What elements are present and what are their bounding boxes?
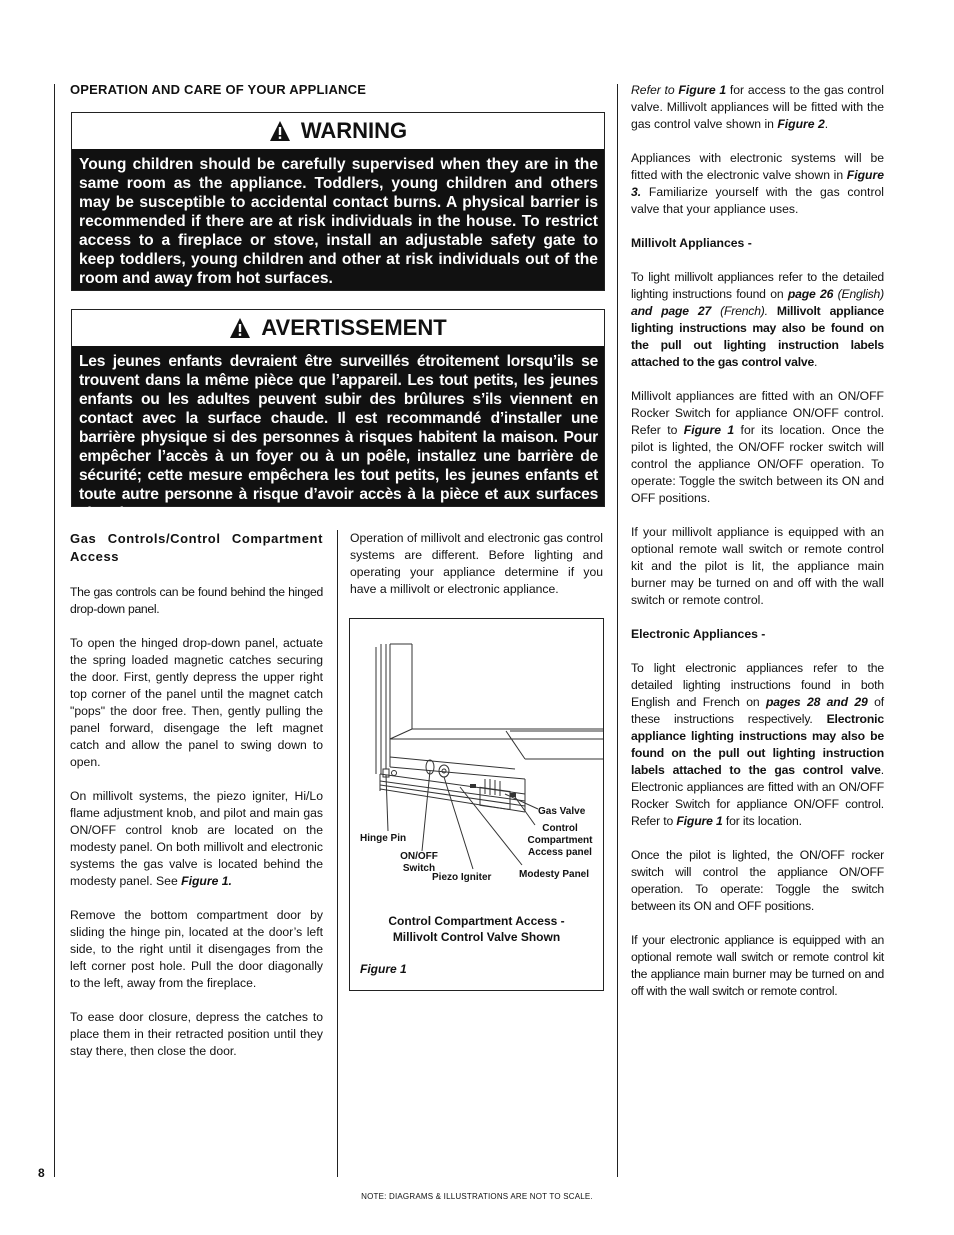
label-piezo-igniter: Piezo Igniter xyxy=(432,872,492,883)
warning-title: WARNING xyxy=(300,118,408,143)
col1-paragraph-2: To open the hinged drop-down panel, actuate the spring loaded magnetic catches securing the door. First, gently depress the upper right top corner of the panel until the magnet catch "pops" the door free. Then, gently pulling the panel forward, disengage the left magnet catch and allow the panel to swing down to open. xyxy=(70,636,323,769)
figure-caption xyxy=(350,913,603,945)
col1-paragraph-1: The gas controls can be found behind the hinged drop-down panel. xyxy=(70,585,323,616)
page-27-reference[interactable]: and page 27 xyxy=(631,304,712,318)
figure-label: Figure 1 xyxy=(360,962,407,976)
col3-paragraph-6: To light electronic appliances refer to the detailed lighting instructions found in both English and French on pages 28 and 29 of these instructions respectively. Electronic appliance lighting instructions may also be found on the pull out lighting instruction labels attached to the gas control valve. Electronic appliances are fitted with an ON/OFF Rocker Switch for appliance ON/OFF control. Refer to Figure 1 for its location. xyxy=(631,661,884,828)
label-gas-valve: Gas Valve xyxy=(538,806,586,817)
col3-paragraph-2: Appliances with electronic systems will be fitted with the electronic valve shown in Figure 3. Familiarize yourself with the gas control valve that your appliance uses. xyxy=(631,151,884,216)
figure-caption-line-2: Millivolt Control Valve Shown xyxy=(392,930,561,944)
col1-paragraph-4: Remove the bottom compartment door by sliding the hinge pin, located at the door’s left side, to the right until it disengages from the left corner post hole. Pull the door diagonally to the left, away from the fireplace. xyxy=(70,908,323,990)
avertissement-title: AVERTISSEMENT xyxy=(261,315,447,340)
page-26-reference[interactable]: page 26 xyxy=(787,287,834,301)
figure-1-reference[interactable]: Figure 1 xyxy=(683,423,735,437)
avertissement-title-row xyxy=(72,310,604,346)
column-rule-right xyxy=(617,84,618,1177)
electronic-heading: Electronic Appliances - xyxy=(631,627,766,641)
column-1 xyxy=(70,530,323,1060)
label-hinge-pin: Hinge Pin xyxy=(360,833,407,844)
page-number: 8 xyxy=(38,1166,45,1180)
millivolt-heading: Millivolt Appliances - xyxy=(631,236,752,250)
warning-triangle-icon xyxy=(269,120,291,142)
figure-caption-line-1: Control Compartment Access - xyxy=(388,914,565,928)
avertissement-box xyxy=(71,309,605,522)
figure-2-reference[interactable]: Figure 2 xyxy=(777,117,825,131)
col2-paragraph-1: Operation of millivolt and electronic gas control systems are different. Before lighting and operating your appliance determine if you have a millivolt or electronic appliance. xyxy=(350,531,603,596)
label-modesty-panel: Modesty Panel xyxy=(519,869,590,880)
col1-paragraph-3-text: On millivolt systems, the piezo igniter, Hi/Lo flame adjustment knob, and pilot and main gas ON/OFF control knob are located on the modesty panel. On both millivolt and electronic systems the gas valve is located behind the modesty panel. See xyxy=(70,789,323,888)
label-onoff-line-2: Switch xyxy=(402,863,436,874)
left-margin-rule xyxy=(54,84,55,1177)
figure-1-reference[interactable]: Figure 1. xyxy=(181,874,232,888)
col3-paragraph-3: To light millivolt appliances refer to the detailed lighting instructions found on page 26 (English) and page 27 (French). Millivolt appliance lighting instructions may also be found on the pull out lighting instruction labels attached to the gas control valve. xyxy=(631,270,885,369)
warning-body: Young children should be carefully supervised when they are in the same room as the appliance. Toddlers, young children and others may be susceptible to accidental contact burns. A physical barrier is recommended if there are at risk individuals in the house. To restrict access to a fireplace or stove, install an adjustable safety gate to keep toddlers, young children and other at risk individuals out of the room and away from hot surfaces. xyxy=(72,149,604,290)
column-2 xyxy=(350,530,603,598)
figure-1-reference[interactable]: Figure 1 xyxy=(678,83,727,97)
col3-paragraph-1: Refer to Figure 1 for access to the gas control valve. Millivolt appliances will be fitted with the gas control valve shown in Figure 2. xyxy=(631,83,884,131)
warning-triangle-icon xyxy=(229,317,251,339)
figure-1-reference[interactable]: Figure 1 xyxy=(676,814,723,828)
section-title: OPERATION AND CARE OF YOUR APPLIANCE xyxy=(70,82,367,97)
warning-title-row xyxy=(72,113,604,149)
figure-1-box xyxy=(349,618,604,991)
col3-paragraph-5: If your millivolt appliance is equipped with an optional remote wall switch or remote control kit and the pilot is lit, the appliance main burner may be turned on and off with the wall switch or remote control. xyxy=(631,525,884,607)
col3-paragraph-4: Millivolt appliances are fitted with an ON/OFF Rocker Switch for appliance ON/OFF control. Refer to Figure 1 for its location. Once the pilot is lighted, the ON/OFF rocker switch will control the appliance ON/OFF operation. To operate: Toggle the switch between its ON and OFF positions. xyxy=(631,389,884,505)
column-rule-middle xyxy=(337,530,338,1177)
col1-paragraph-3 xyxy=(70,788,323,890)
label-control-access-panel: Control Compartment Access panel xyxy=(527,823,593,858)
footer-note: NOTE: DIAGRAMS & ILLUSTRATIONS ARE NOT TO SCALE. xyxy=(361,1192,593,1201)
avertissement-body: Les jeunes enfants devraient être surveillés étroitement lorsqu’ils se trouvent dans la même pièce que l’appareil. Les tout petits, les jeunes enfants ou les adultes peuvent subir des brûlures s’ils viennent en contact avec la surface chaude. Il est recommandé d’installer une barrière physique si des personnes à risques habitent la maison. Pour empêcher l’accès à un foyer ou à un poêle, installez une barrière de sécurité; cette mesure empêchera les tout petits, les jeunes enfants et toute autre personne à risque d’avoir accès à la pièce et aux surfaces chaudes. xyxy=(72,346,604,506)
column-3 xyxy=(631,82,884,1000)
col3-paragraph-8: If your electronic appliance is equipped with an optional remote wall switch or remote control kit the appliance main burner may be turned on and off with the wall switch or remote control. xyxy=(631,933,884,998)
col1-paragraph-5: To ease door closure, depress the catches to place them in their retracted position until they stay there, then close the door. xyxy=(70,1010,323,1058)
col3-paragraph-7: Once the pilot is lighted, the ON/OFF rocker switch will control the appliance ON/OFF operation. To operate: Toggle the switch between its ON and OFF positions. xyxy=(631,848,884,913)
figure-3-reference[interactable]: Figure 3. xyxy=(631,168,884,199)
label-onoff-line-1: ON/OFF xyxy=(400,851,438,862)
warning-box xyxy=(71,112,605,291)
gas-controls-heading: Gas Controls/Control Compartment Access xyxy=(70,531,323,564)
pages-28-29-reference[interactable]: pages 28 and 29 xyxy=(766,695,868,709)
